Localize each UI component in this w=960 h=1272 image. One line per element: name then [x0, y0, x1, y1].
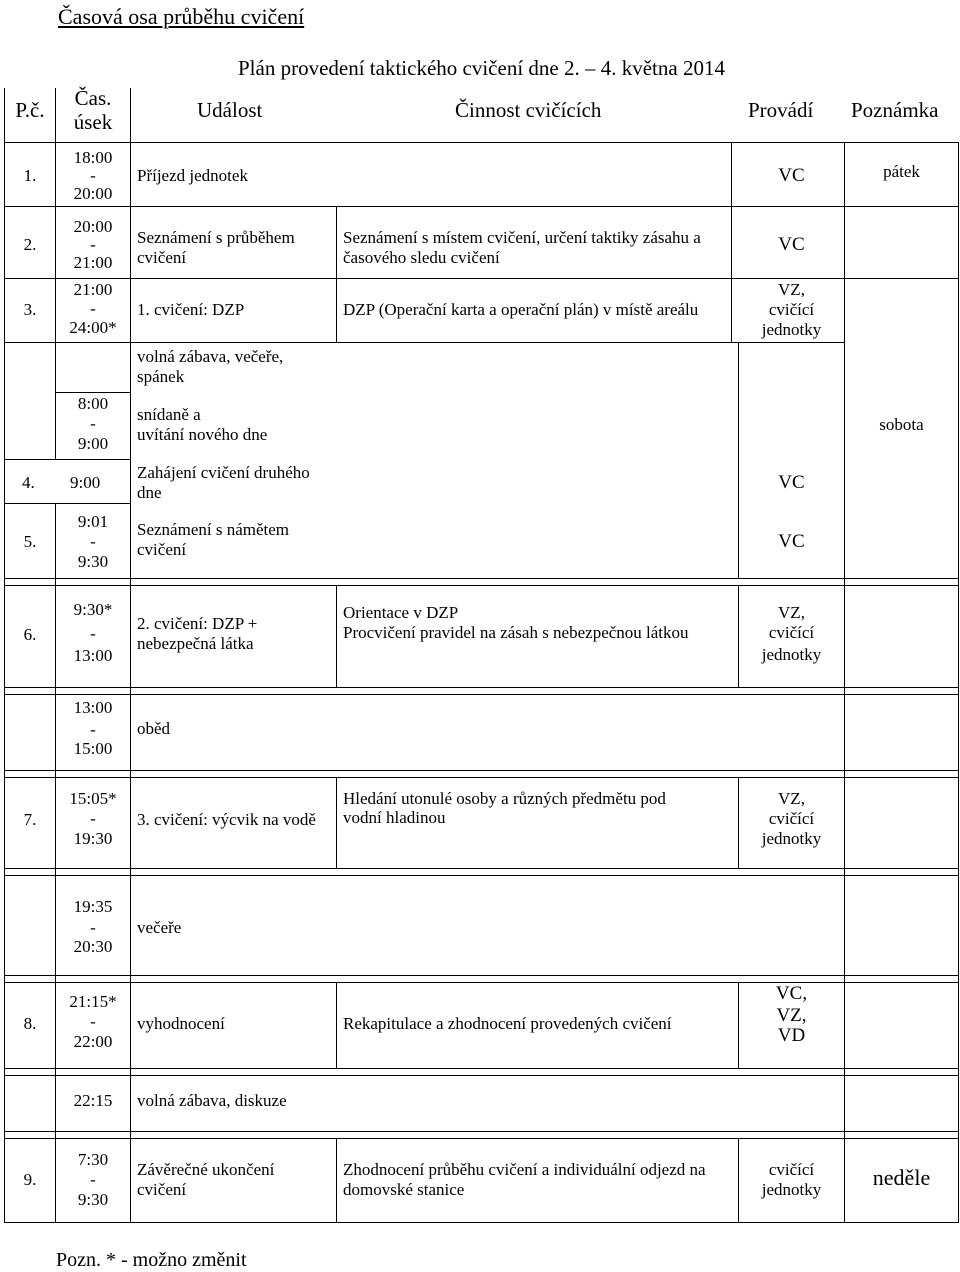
performer: VZ,: [778, 789, 805, 808]
time-start: 9:00: [70, 473, 101, 492]
activity-text: Procvičení pravidel na zásah s nebezpečnou látkou: [343, 623, 689, 642]
event-text: Seznámení s průběhem: [137, 228, 295, 247]
header-pc: P.č.: [15, 98, 45, 122]
event-text: 3. cvičení: výcvik na vodě: [137, 810, 316, 829]
time-start: 19:35: [73, 897, 113, 916]
table-line: [4, 694, 958, 695]
note-day: pátek: [883, 162, 920, 181]
performer: VZ,: [778, 280, 805, 299]
event-text: cvičení: [137, 248, 187, 267]
table-line: [4, 459, 130, 460]
performer: cvičící: [768, 809, 815, 828]
time-start: 9:01: [77, 512, 109, 531]
event-text: 1. cvičení: DZP: [137, 300, 245, 319]
time-end: 9:30: [77, 552, 109, 571]
event-text: cvičení: [137, 1180, 187, 1199]
time-end: 20:00: [73, 184, 113, 203]
time-dash: -: [90, 809, 96, 828]
event-text: cvičení: [137, 540, 187, 559]
header-poznamka: Poznámka: [851, 98, 939, 122]
event-text: dne: [137, 483, 162, 502]
performer: VZ,: [776, 1005, 807, 1026]
row-number: 7.: [23, 810, 37, 829]
event-text: uvítání nového dne: [137, 425, 268, 444]
time-end: 24:00*: [69, 318, 117, 337]
time-start: 15:05*: [69, 789, 117, 808]
time-start: 18:00: [73, 148, 113, 167]
event-text: Zahájení cvičení druhého: [137, 463, 310, 482]
activity-text: časového sledu cvičení: [343, 248, 500, 267]
time-start: 21:00: [73, 280, 113, 299]
time-end: 9:30: [77, 1190, 109, 1209]
table-line: [130, 342, 844, 343]
table-line: [958, 142, 959, 1223]
header-udalost: Událost: [197, 98, 263, 122]
performer: jednotky: [761, 1180, 822, 1199]
performer: jednotky: [761, 829, 822, 848]
table-line: [4, 342, 130, 343]
table-line: [336, 585, 337, 687]
performer: VC: [778, 234, 805, 255]
event-text: nebezpečná látka: [137, 634, 254, 653]
header-cas-line2: úsek: [73, 110, 113, 134]
note-day: sobota: [879, 415, 924, 434]
table-line: [4, 875, 958, 876]
time-start: 21:15*: [69, 992, 117, 1011]
time-end: 9:00: [77, 434, 109, 453]
event-text: večeře: [137, 918, 182, 937]
table-line: [4, 206, 958, 207]
table-line: [4, 687, 958, 688]
time-start: 20:00: [73, 217, 113, 236]
table-line: [4, 88, 5, 1223]
performer: cvičící: [768, 623, 815, 642]
table-line: [4, 1068, 958, 1069]
event-text: vyhodnocení: [137, 1014, 225, 1033]
table-line: [130, 88, 131, 1223]
table-line: [4, 585, 958, 586]
event-text: 2. cvičení: DZP +: [137, 614, 258, 633]
table-line: [4, 770, 958, 771]
time-start: 9:30*: [73, 600, 113, 619]
row-number: 3.: [23, 300, 37, 319]
time-dash: -: [90, 414, 96, 433]
time-dash: -: [90, 918, 96, 937]
time-dash: -: [90, 1170, 96, 1189]
table-line: [56, 392, 130, 393]
time-dash: -: [90, 532, 96, 551]
activity-text: Rekapitulace a zhodnocení provedených cvičení: [343, 1014, 672, 1033]
row-number: 2.: [23, 235, 37, 254]
activity-text: Seznámení s místem cvičení, určení taktiky zásahu a: [343, 228, 701, 247]
event-text: oběd: [137, 719, 171, 738]
performer: VC,: [775, 983, 808, 1004]
row-number: 5.: [23, 532, 37, 551]
time-end: 22:00: [73, 1032, 113, 1051]
row-number: 9.: [23, 1170, 37, 1189]
activity-text: vodní hladinou: [343, 808, 446, 827]
table-line: [4, 1131, 958, 1132]
time-start: 22:15: [73, 1091, 113, 1110]
performer: jednotky: [761, 645, 822, 664]
time-dash: -: [90, 166, 96, 185]
table-line: [4, 975, 958, 976]
table-line: [731, 142, 732, 206]
event-text: Závěrečné ukončení: [137, 1160, 275, 1179]
time-dash: -: [90, 720, 96, 739]
header-cas-line1: Čas.: [74, 86, 112, 110]
table-line: [4, 1222, 958, 1223]
time-dash: -: [90, 235, 96, 254]
performer: jednotky: [761, 320, 822, 339]
table-line: [844, 142, 845, 1223]
table-line: [4, 777, 958, 778]
time-start: 8:00: [77, 394, 109, 413]
table-line: [4, 868, 958, 869]
row-number: 4.: [22, 473, 35, 492]
table-line: [336, 206, 337, 342]
table-line: [731, 206, 732, 342]
activity-text: domovské stanice: [343, 1180, 465, 1199]
table-line: [4, 278, 958, 279]
performer: VC: [778, 531, 805, 552]
event-text: snídaně a: [137, 405, 201, 424]
time-end: 19:30: [73, 829, 113, 848]
table-line: [4, 1075, 958, 1076]
table-line: [4, 578, 958, 579]
row-number: 1.: [23, 166, 37, 185]
plan-title: Plán provedení taktického cvičení dne 2. – 4. května 2014: [238, 56, 725, 80]
page-title: Časová osa průběhu cvičení: [58, 4, 305, 29]
header-provadi: Provádí: [748, 98, 814, 122]
performer: VZ,: [778, 603, 805, 622]
footnote: Pozn. * - možno změnit: [56, 1249, 247, 1271]
time-end: 21:00: [73, 253, 113, 272]
header-cinnost: Činnost cvičících: [455, 98, 602, 122]
time-dash: -: [90, 1012, 96, 1031]
note-day: neděle: [872, 1165, 931, 1190]
time-end: 20:30: [73, 937, 113, 956]
table-line: [4, 142, 958, 143]
table-line: [336, 1138, 337, 1222]
performer: VC: [778, 472, 805, 493]
performer: VD: [777, 1025, 806, 1046]
activity-text: DZP (Operační karta a operační plán) v místě areálu: [343, 300, 699, 319]
table-line: [336, 982, 337, 1068]
time-dash: -: [90, 624, 96, 643]
performer: VC: [778, 165, 805, 186]
activity-text: Zhodnocení průběhu cvičení a individuální odjezd na: [343, 1160, 706, 1179]
event-text: volná zábava, večeře,: [137, 347, 284, 366]
time-start: 7:30: [77, 1150, 109, 1169]
row-number: 8.: [23, 1014, 37, 1033]
time-end: 15:00: [73, 739, 113, 758]
activity-text: Hledání utonulé osoby a různých předmětu pod: [343, 789, 666, 808]
table-line: [4, 1138, 958, 1139]
table-line: [4, 503, 130, 504]
performer: cvičící: [768, 1160, 815, 1179]
table-line: [336, 777, 337, 868]
event-text: volná zábava, diskuze: [137, 1091, 287, 1110]
time-dash: -: [90, 299, 96, 318]
event-text: Seznámení s námětem: [137, 520, 290, 539]
event-text: Příjezd jednotek: [137, 166, 248, 185]
time-start: 13:00: [73, 698, 113, 717]
performer: cvičící: [768, 300, 815, 319]
time-end: 13:00: [73, 646, 113, 665]
event-text: spánek: [137, 367, 185, 386]
activity-text: Orientace v DZP: [343, 603, 459, 622]
row-number: 6.: [23, 625, 37, 644]
